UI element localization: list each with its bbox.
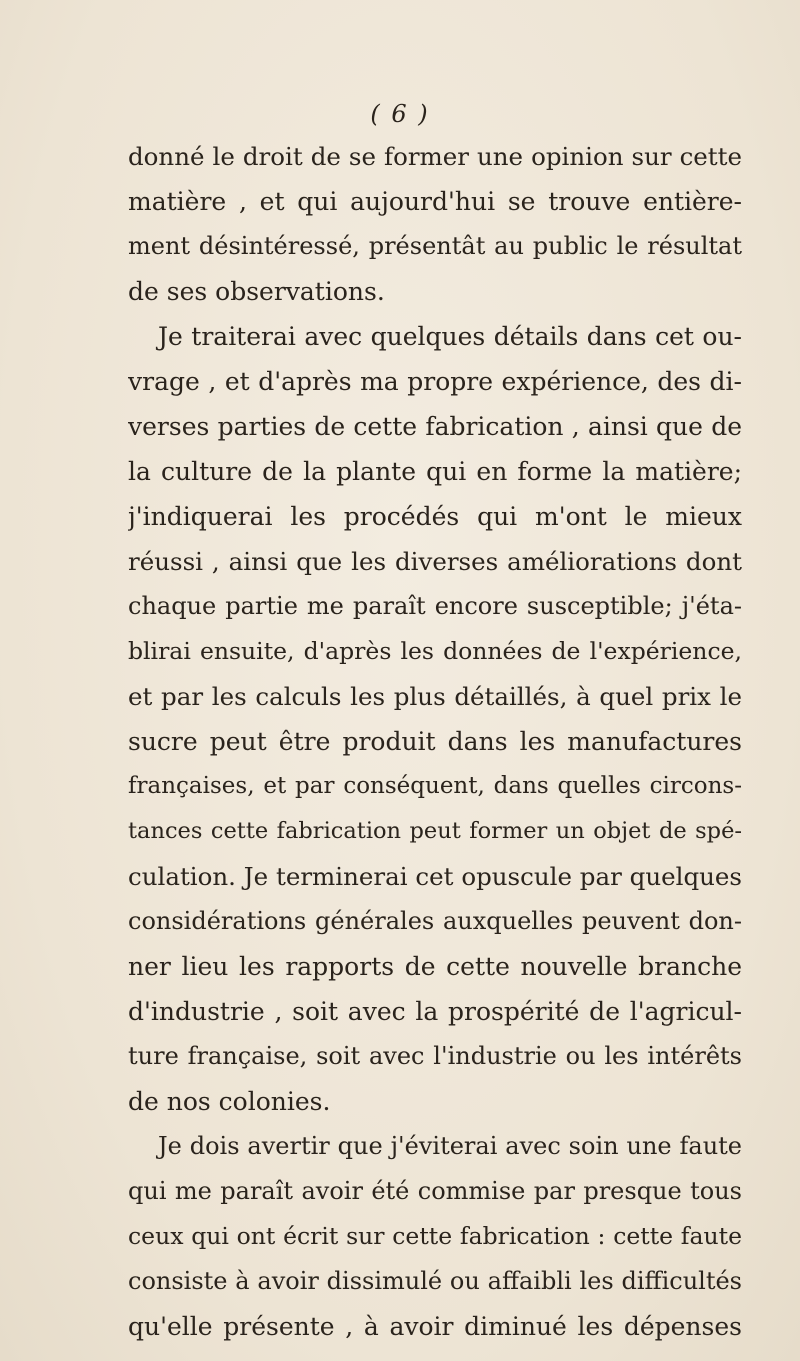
text-line: vrage , et d'après ma propre expérience, des di- [128,367,742,396]
text-line: de nos colonies. [128,1087,331,1116]
text-line: matière , et qui aujourd'hui se trouve entière- [128,187,742,216]
text-line: consiste à avoir dissimulé ou affaibli les difficultés [128,1267,742,1295]
text-line: réussi , ainsi que les diverses améliorations dont [128,547,742,576]
text-line: blirai ensuite, d'après les données de l'expérience, [128,637,742,665]
text-line: Je traiterai avec quelques détails dans cet ou- [158,322,742,351]
text-line: qu'elle présente , à avoir diminué les dépenses [128,1312,742,1341]
text-line: de ses observations. [128,277,385,306]
text-line: donné le droit de se former une opinion sur cette [128,142,742,171]
text-line: tances cette fabrication peut former un objet de spé- [128,818,742,844]
text-line: ture française, soit avec l'industrie ou les intérêts [128,1042,742,1070]
text-line: la culture de la plante qui en forme la matière; [128,457,742,486]
text-line: chaque partie me paraît encore susceptible; j'éta- [128,592,742,620]
text-line: culation. Je terminerai cet opuscule par quelques [128,862,742,891]
text-line: j'indiquerai les procédés qui m'ont le mieux [128,502,742,531]
text-line: ment désintéressé, présentât au public le résultat [128,232,742,260]
text-line: considérations générales auxquelles peuvent don- [128,907,742,935]
page-number: ( 6 ) [370,100,430,128]
text-line: qui me paraît avoir été commise par presque tous [128,1177,742,1205]
body-text [128,134,742,1349]
text-line: et par les calculs les plus détaillés, à quel prix le [128,682,742,711]
text-line: verses parties de cette fabrication , ainsi que de [128,412,742,441]
text-line: sucre peut être produit dans les manufactures [128,727,742,756]
text-line: d'industrie , soit avec la prospérité de l'agricul- [128,997,742,1026]
text-line: ner lieu les rapports de cette nouvelle branche [128,952,742,981]
text-line: Je dois avertir que j'éviterai avec soin une faute [158,1132,742,1160]
text-line: françaises, et par conséquent, dans quelles circons- [128,773,742,799]
text-line: ceux qui ont écrit sur cette fabrication : cette faute [128,1222,742,1250]
